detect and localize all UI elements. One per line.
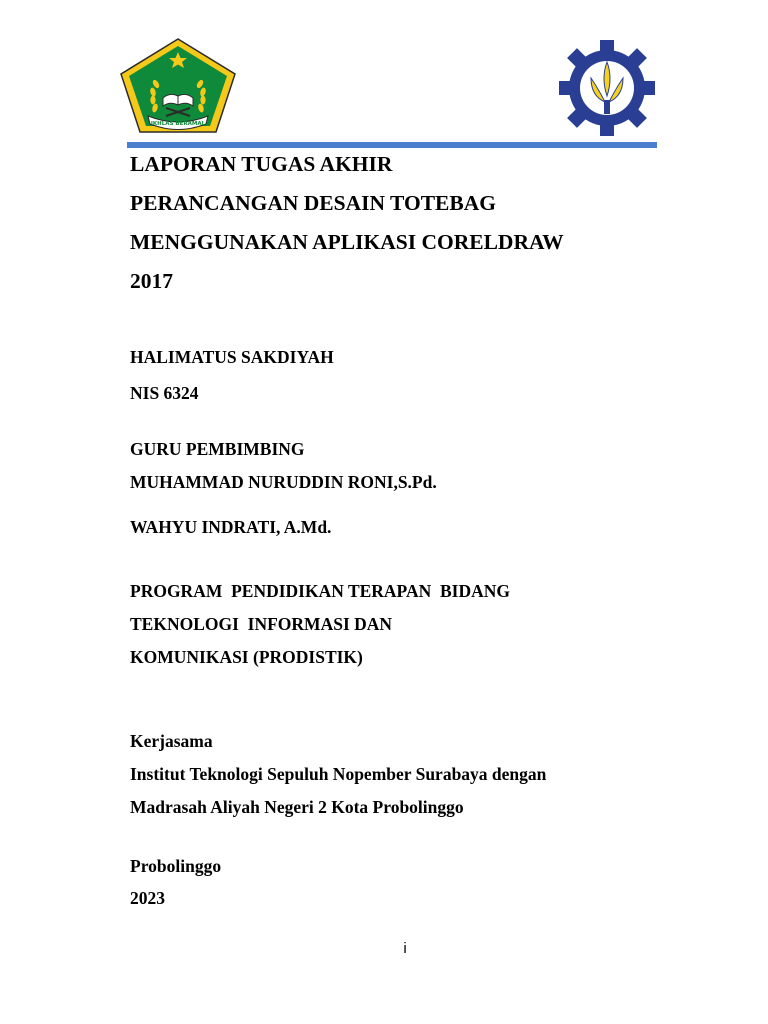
advisor-heading: GURU PEMBIMBING [130, 439, 305, 459]
svg-text:IKHLAS BERAMAL: IKHLAS BERAMAL [150, 121, 206, 127]
report-title-line-4: 2017 [130, 269, 173, 293]
report-title-line-1: LAPORAN TUGAS AKHIR [130, 152, 393, 176]
page-number: i [403, 940, 407, 957]
program-line-2: TEKNOLOGI INFORMASI DAN [130, 614, 393, 634]
partnership-institute: Institut Teknologi Sepuluh Nopember Surabaya dengan [130, 764, 547, 784]
kemenag-logo [118, 36, 238, 136]
its-logo [555, 38, 660, 138]
partnership-school: Madrasah Aliyah Negeri 2 Kota Probolinggo [130, 797, 464, 817]
city: Probolinggo [130, 856, 222, 876]
program-line-3: KOMUNIKASI (PRODISTIK) [130, 647, 363, 667]
partnership-heading: Kerjasama [130, 731, 213, 751]
student-nis: NIS 6324 [130, 383, 199, 403]
report-title-line-3: MENGGUNAKAN APLIKASI CORELDRAW [130, 230, 564, 254]
header-rule [127, 142, 657, 148]
advisor-1: MUHAMMAD NURUDDIN RONI,S.Pd. [130, 472, 437, 492]
year: 2023 [130, 888, 165, 908]
its-gear-icon [555, 38, 660, 138]
kemenag-emblem-icon [118, 36, 238, 136]
advisor-2: WAHYU INDRATI, A.Md. [130, 517, 332, 537]
report-title-line-2: PERANCANGAN DESAIN TOTEBAG [130, 191, 496, 215]
student-name: HALIMATUS SAKDIYAH [130, 347, 334, 367]
program-line-1: PROGRAM PENDIDIKAN TERAPAN BIDANG [130, 581, 510, 601]
